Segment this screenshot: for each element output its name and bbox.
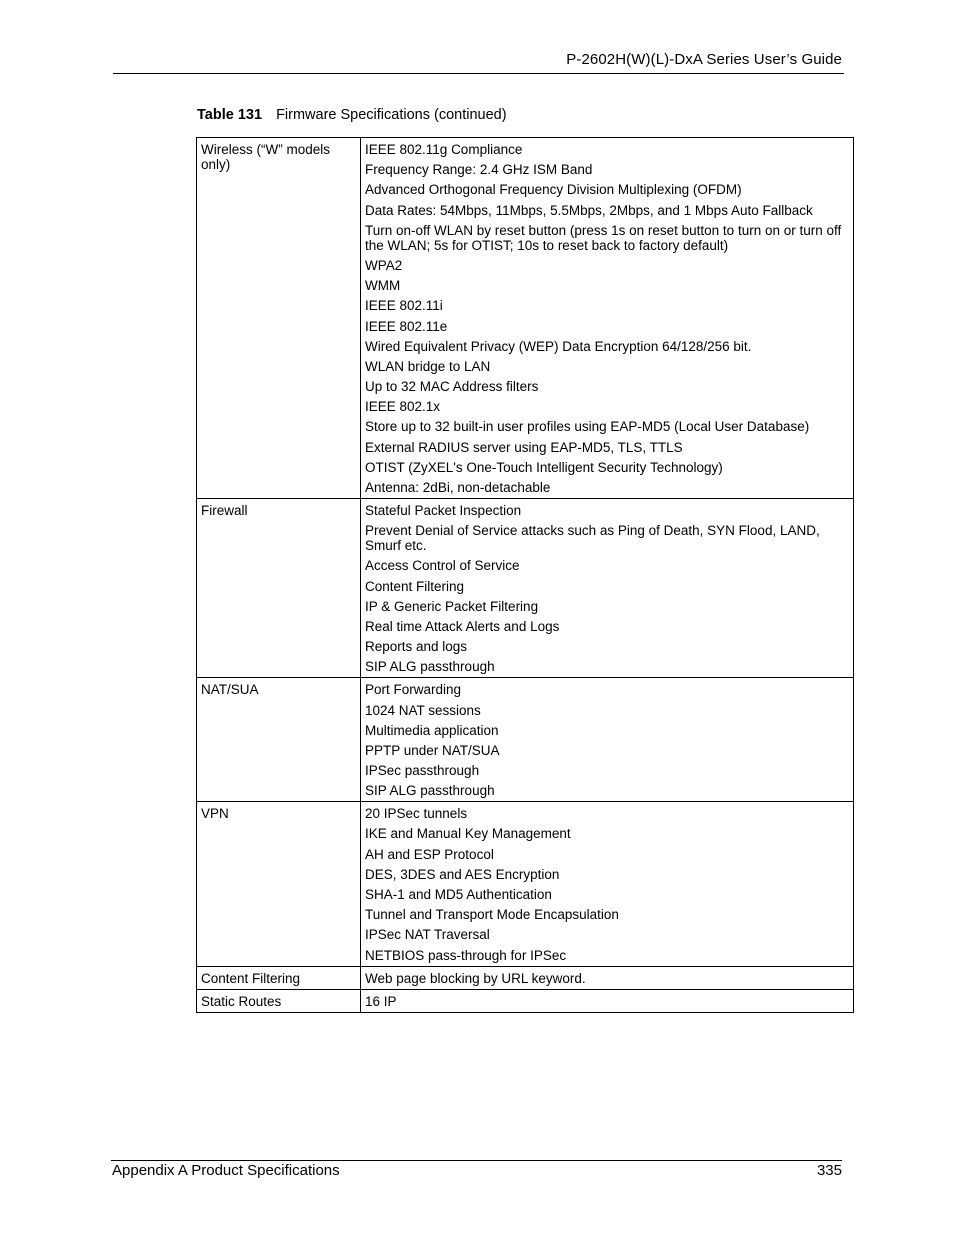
spec-item: Access Control of Service xyxy=(365,558,520,574)
spec-item: Reports and logs xyxy=(365,639,468,655)
spec-item: Prevent Denial of Service attacks such as Ping of Death, SYN Flood, LAND, Smurf etc. xyxy=(365,523,820,554)
spec-item: PPTP under NAT/SUA xyxy=(365,742,500,758)
spec-item: Data Rates: 54Mbps, 11Mbps, 5.5Mbps, 2Mbps, and 1 Mbps Auto Fallback xyxy=(365,202,813,218)
spec-item: Store up to 32 built-in user profiles using EAP-MD5 (Local User Database) xyxy=(365,419,810,435)
spec-item: Advanced Orthogonal Frequency Division Multiplexing (OFDM) xyxy=(365,182,742,198)
spec-item: IEEE 802.1x xyxy=(365,399,441,415)
spec-item: IPSec passthrough xyxy=(365,763,480,779)
specs-cell xyxy=(361,966,854,989)
spec-item: WMM xyxy=(365,278,401,294)
table-body xyxy=(197,138,854,1013)
feature-cell: Firewall xyxy=(197,499,361,678)
footer-section-title: Appendix A Product Specifications xyxy=(112,1162,340,1179)
spec-item: IP & Generic Packet Filtering xyxy=(365,598,539,614)
table-row xyxy=(197,966,854,989)
table-row xyxy=(197,678,854,802)
spec-item: NETBIOS pass-through for IPSec xyxy=(365,947,567,963)
spec-item: Antenna: 2dBi, non-detachable xyxy=(365,480,551,495)
table-caption-number: Table 131 xyxy=(197,107,263,123)
specs-cell xyxy=(361,802,854,966)
feature-cell: NAT/SUA xyxy=(197,678,361,802)
spec-item: IEEE 802.11e xyxy=(365,318,448,334)
spec-item: AH and ESP Protocol xyxy=(365,846,494,862)
spec-item: Up to 32 MAC Address filters xyxy=(365,379,539,395)
feature-cell: VPN xyxy=(197,802,361,966)
spec-item: Turn on-off WLAN by reset button (press 1s on reset button to turn on or turn off the WLAN; 5s for OTIST; 10s to reset back to factory default) xyxy=(365,222,842,253)
spec-item: External RADIUS server using EAP-MD5, TLS, TTLS xyxy=(365,439,683,455)
spec-item: Port Forwarding xyxy=(365,682,462,698)
firmware-specifications-table xyxy=(196,137,854,1013)
specs-cell xyxy=(361,989,854,1012)
feature-cell: Wireless (“W” models only) xyxy=(197,138,361,499)
spec-item: 20 IPSec tunnels xyxy=(365,806,468,822)
spec-item: WLAN bridge to LAN xyxy=(365,358,491,374)
spec-item: Tunnel and Transport Mode Encapsulation xyxy=(365,907,619,923)
spec-item: Real time Attack Alerts and Logs xyxy=(365,618,560,634)
header-divider xyxy=(113,73,844,74)
specs-cell xyxy=(361,138,854,499)
table-row xyxy=(197,802,854,966)
spec-item: 16 IP xyxy=(365,993,397,1009)
running-header-title: P-2602H(W)(L)-DxA Series User’s Guide xyxy=(566,51,842,68)
spec-item: SHA-1 and MD5 Authentication xyxy=(365,887,552,902)
spec-item: 1024 NAT sessions xyxy=(365,702,481,718)
spec-item: Content Filtering xyxy=(365,578,465,594)
table-row xyxy=(197,138,854,499)
spec-item: OTIST (ZyXEL's One-Touch Intelligent Security Technology) xyxy=(365,459,723,475)
spec-item: SIP ALG passthrough xyxy=(365,659,495,675)
spec-item: DES, 3DES and AES Encryption xyxy=(365,866,560,882)
spec-item: IEEE 802.11i xyxy=(365,298,443,314)
table-caption-text: Firmware Specifications (continued) xyxy=(276,107,507,123)
spec-item: WPA2 xyxy=(365,257,403,273)
spec-item: Wired Equivalent Privacy (WEP) Data Encryption 64/128/256 bit. xyxy=(365,338,752,354)
spec-item: Web page blocking by URL keyword. xyxy=(365,970,586,986)
feature-cell: Static Routes xyxy=(197,989,361,1012)
spec-item: IKE and Manual Key Management xyxy=(365,826,571,842)
spec-item: IEEE 802.11g Compliance xyxy=(365,142,523,157)
spec-item: Frequency Range: 2.4 GHz ISM Band xyxy=(365,162,593,178)
table-caption xyxy=(197,107,507,123)
spec-item: Stateful Packet Inspection xyxy=(365,503,522,518)
table-row xyxy=(197,989,854,1012)
spec-item: IPSec NAT Traversal xyxy=(365,927,490,943)
spec-item: SIP ALG passthrough xyxy=(365,783,495,799)
page-number: 335 xyxy=(816,1162,842,1179)
footer-divider xyxy=(111,1160,842,1161)
feature-cell: Content Filtering xyxy=(197,966,361,989)
spec-item: Multimedia application xyxy=(365,722,499,738)
specs-cell xyxy=(361,678,854,802)
table-row xyxy=(197,499,854,678)
specs-cell xyxy=(361,499,854,678)
